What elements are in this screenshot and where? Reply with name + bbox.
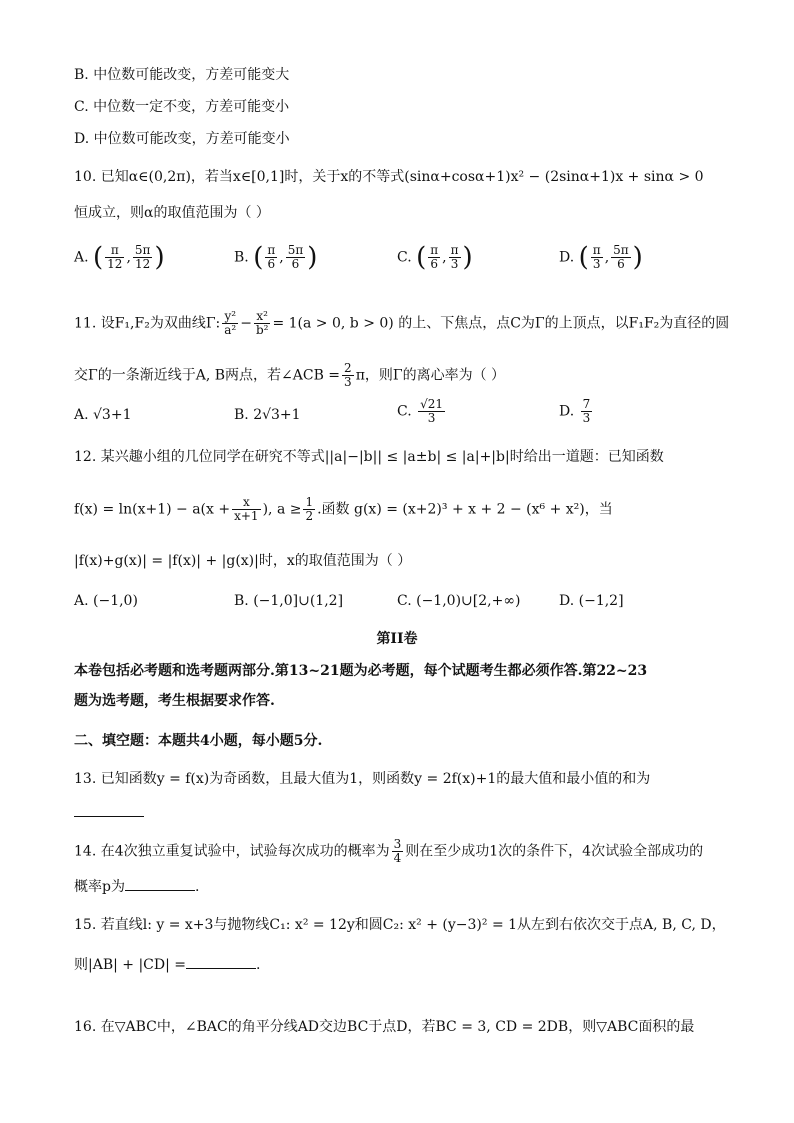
frac-num: x² [254,310,271,324]
q9-option-d: D. 中位数可能改变，方差可能变小 [74,131,290,147]
q14-text-post: 则在至少成功1次的条件下，4次试验全部成功的 [405,843,704,860]
q14-text-pre: 14. 在4次独立重复试验中，试验每次成功的概率为 [74,843,390,860]
q12-stem-line1: 12. 某兴趣小组的几位同学在研究不等式||a|−|b|| ≤ |a±b| ≤ |a|+|b|时给出一道题：已知函数 [74,449,664,465]
q15-answer-blank [186,954,256,969]
q10-option-b: B. ( $\frac{\pi}{6}$ , $\frac{5\pi}{6}$ ) [234,242,318,273]
q14-answer-blank [125,876,195,891]
option-label: D. [559,249,575,266]
q14-stem-line2 [74,876,724,898]
part2-intro-line2: 题为选考题，考生根据要求作答. [74,693,275,709]
frac-num: 5π [287,243,304,257]
minus-sign: − [240,315,252,332]
frac-den: 3 [582,411,591,425]
q11-text-pre: 11. 设F₁,F₂为双曲线Γ: [74,315,221,332]
frac-den: 6 [430,257,439,271]
option-label: C. [397,403,412,420]
frac-num: π [267,243,276,257]
frac-den: 3 [450,257,459,271]
q10-stem-line2: 恒成立，则α的取值范围为（ ） [74,205,270,221]
option-label: A. [74,249,89,266]
option-label: B. [234,249,249,266]
option-label: C. [397,249,412,266]
frac-num: x [232,496,260,510]
q12-stem-line3: |f(x)+g(x)| = |f(x)| + |g(x)|时，x的取值范围为（ ） [74,553,412,569]
frac-den: 6 [291,257,300,271]
q11-text-line2-post: π，则Γ的离心率为（ ） [355,367,506,384]
section-heading: 二、填空题：本题共4小题，每小题5分. [74,733,323,749]
q12-option-c: C. (−1,0)∪[2,+∞) [397,593,521,609]
q10-stem-line1: 10. 已知α∈(0,2π)，若当x∈[0,1]时，关于x的不等式(sinα+cosα+1)x² − (2sinα+1)x + sinα > 0 [74,169,704,185]
q13-stem: 13. 已知函数y = f(x)为奇函数，且最大值为1，则函数y = 2f(x)+1的最大值和最小值的和为 [74,771,651,787]
q9-option-b: B. 中位数可能改变，方差可能变大 [74,67,290,83]
part2-title: 第II卷 [376,631,418,647]
q12-text-pre: f(x) = ln(x+1) − a(x + [74,501,231,518]
frac-den: x+1 [234,509,259,523]
frac-num: 3 [393,837,402,851]
q15-stem-line2 [74,954,724,976]
q11-option-d [559,398,594,425]
q12-text-mid: ), a ≥ [262,501,302,518]
q11-option-a: A. √3+1 [74,407,132,423]
q11-option-c [397,398,447,425]
q12-stem-line2 [74,496,724,523]
frac-num: y² [222,310,238,324]
q13-answer-blank [74,802,144,824]
q10-option-a: A. ( $\frac{\pi}{12}$ , $\frac{5\pi}{12}$ ) [74,242,165,273]
q10-option-c: C. ( $\frac{\pi}{6}$ , $\frac{\pi}{3}$ ) [397,242,473,273]
frac-num: π [592,243,601,257]
frac-den: 3 [592,257,601,271]
frac-den: 12 [107,257,123,271]
q14-stem-line1 [74,838,724,865]
q12-text-post: .函数 g(x) = (x+2)³ + x + 2 − (x⁶ + x²)，当 [317,501,613,518]
q14-text-line2: 概率p为 [74,879,125,895]
frac-num: 2 [344,361,352,375]
q15-stem-line1: 15. 若直线l: y = x+3与抛物线C₁: x² = 12y和圆C₂: x² + (y−3)² = 1从左到右依次交于点A, B, C, D， [74,917,726,933]
q11-stem-line2 [74,362,724,389]
frac-den: 4 [393,851,402,865]
frac-num: 7 [582,397,591,411]
q12-option-b: B. (−1,0]∪(1,2] [234,593,344,609]
frac-num: π [450,243,459,257]
q11-text-post: = 1(a > 0, b > 0) 的上、下焦点，点C为Γ的上顶点，以F₁F₂为直径的圆 [272,315,730,332]
option-label: D. [559,403,575,420]
q11-stem-line1 [74,309,730,337]
q11-text-line2-pre: 交Γ的一条渐近线于A, B两点，若∠ACB = [74,367,341,384]
frac-den: 3 [427,411,436,425]
q10-option-d: D. ( $\frac{\pi}{3}$ , $\frac{5\pi}{6}$ ) [559,242,643,273]
q15-text-line2: 则|AB| + |CD| = [74,957,187,973]
frac-num: 5π [613,243,629,257]
frac-den: 2 [305,509,314,523]
frac-den: 6 [617,257,625,271]
part2-intro-line1: 本卷包括必考题和选考题两部分.第13~21题为必考题，每个试题考生都必须作答.第22~23 [74,663,648,679]
frac-num: √21 [420,397,444,411]
frac-den: 6 [267,257,276,271]
frac-num: 1 [305,495,314,509]
q15-period: . [256,957,261,973]
frac-den: a² [224,323,237,337]
q9-option-c: C. 中位数一定不变，方差可能变小 [74,99,290,115]
q11-option-b: B. 2√3+1 [234,407,301,423]
frac-num: 5π [134,243,151,257]
q12-option-d: D. (−1,2] [559,593,624,609]
frac-num: π [105,244,124,258]
frac-den: 3 [344,375,352,389]
frac-den: b² [255,323,269,337]
frac-num: π [430,243,439,257]
q16-stem-line1: 16. 在▽ABC中，∠BAC的角平分线AD交边BC于点D，若BC = 3, CD = 2DB，则▽ABC面积的最 [74,1019,695,1035]
q12-option-a: A. (−1,0) [74,593,138,609]
q14-period: . [194,879,200,895]
frac-den: 12 [135,257,151,271]
